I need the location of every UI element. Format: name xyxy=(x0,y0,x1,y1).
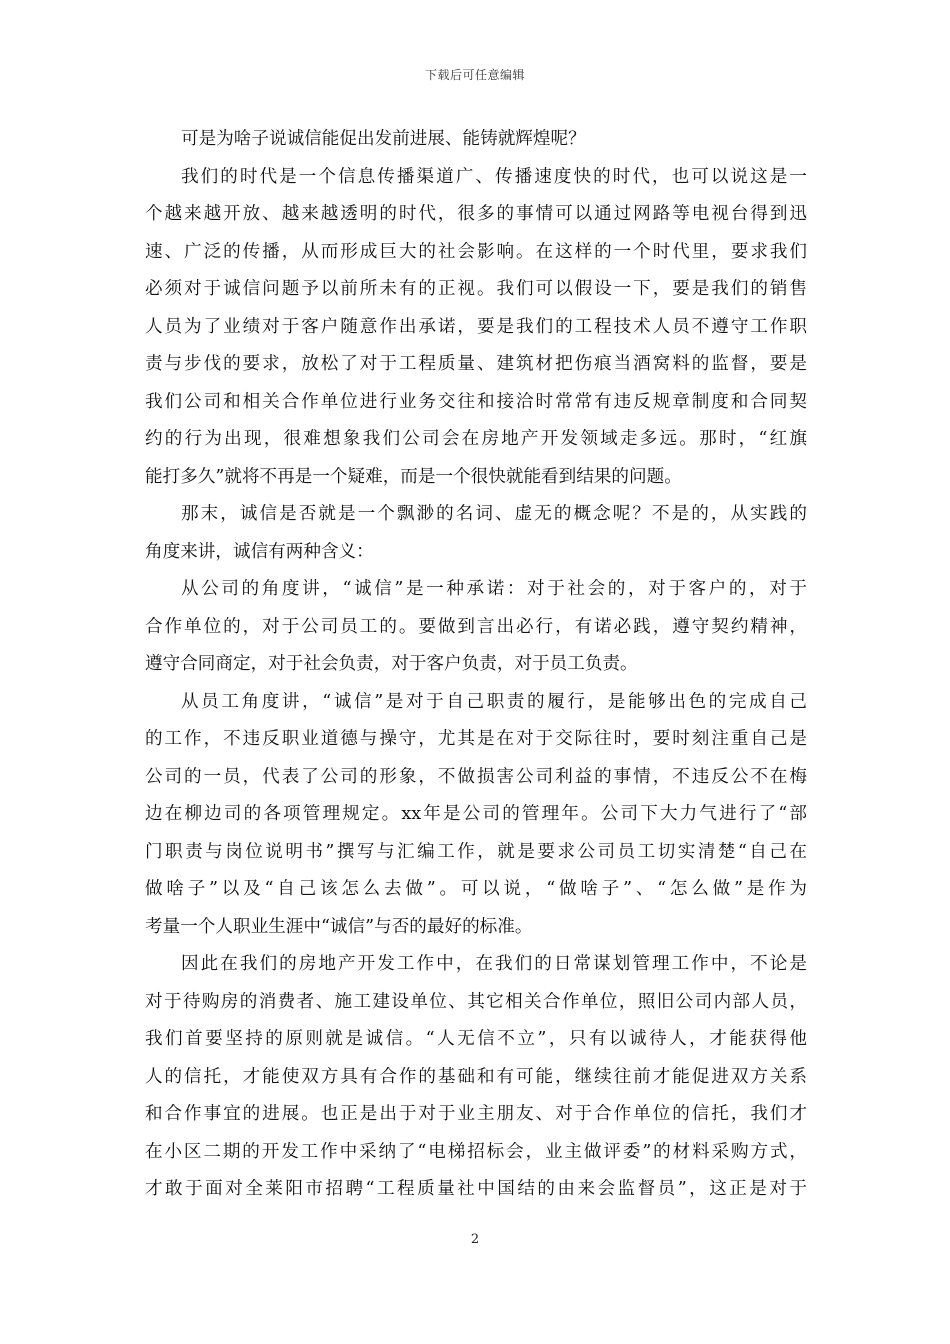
text-line: 那末，诚信是否就是一个飘渺的名词、虚无的概念呢？不是的，从实践的 xyxy=(181,504,807,524)
text-line: 公司的一员，代表了公司的形象，不做损害公司利益的事情，不违反公不在梅 xyxy=(145,766,807,787)
text-line: 我们首要坚持的原则就是诚信。“人无信不立”，只有以诚待人，才能获得他 xyxy=(145,1029,807,1049)
text-line: 合作单位的，对于公司员工的。要做到言出必行，有诺必践，遵守契约精神， xyxy=(145,616,807,637)
text-line: 和合作事宜的进展。也正是出于对于业主朋友、对于合作单位的信托，我们才 xyxy=(145,1104,807,1124)
document-body xyxy=(145,126,807,1214)
text-line: 才敢于面对全莱阳市招聘“工程质量社中国结的由来会监督员”，这正是对于 xyxy=(145,1179,807,1199)
text-line: 因此在我们的房地产开发工作中，在我们的日常谋划管理工作中，不论是 xyxy=(181,954,807,974)
text-line: 我们的时代是一个信息传播渠道广、传播速度快的时代，也可以说这是一 xyxy=(181,166,807,187)
text-line: 边在柳边司的各项管理规定。xx年是公司的管理年。公司下大力气进行了“部 xyxy=(145,804,807,824)
text-line: 责与步伐的要求，放松了对于工程质量、建筑材把伤痕当酒窝料的监督，要是 xyxy=(145,354,807,374)
page-number: 2 xyxy=(470,1232,480,1247)
text-line: 遵守合同商定，对于社会负责，对于客户负责，对于员工负责。 xyxy=(145,654,638,674)
text-line: 考量一个人职业生涯中“诚信”与否的最好的标准。 xyxy=(145,916,533,937)
text-line: 能打多久”就将不再是一个疑难，而是一个很快就能看到结果的问题。 xyxy=(145,466,682,487)
text-line: 我们公司和相关合作单位进行业务交往和接洽时常常有违反规章制度和合同契 xyxy=(145,391,807,412)
text-line: 人的信托，才能使双方具有合作的基础和有可能，继续往前才能促进双方关系 xyxy=(145,1066,807,1087)
text-line: 可是为啥子说诚信能促出发前进展、能铸就辉煌呢？ xyxy=(181,129,586,149)
text-line: 从公司的角度讲，“诚信”是一种承诺：对于社会的，对于客户的，对于 xyxy=(181,579,807,599)
text-line: 人员为了业绩对于客户随意作出承诺，要是我们的工程技术人员不遵守工作职 xyxy=(145,316,807,337)
text-line: 必须对于诚信问题予以前所未有的正视。我们可以假设一下，要是我们的销售 xyxy=(145,279,807,299)
text-line: 做啥子”以及“自己该怎么去做”。可以说，“做啥子”、“怎么做”是作为 xyxy=(145,879,807,899)
text-line: 门职责与岗位说明书”撰写与汇编工作，就是要求公司员工切实清楚“自己在 xyxy=(145,841,807,862)
text-line: 从员工角度讲，“诚信”是对于自己职责的履行，是能够出色的完成自己 xyxy=(181,691,807,712)
text-line: 角度来讲，诚信有两种含义： xyxy=(145,541,374,562)
text-line: 的工作，不违反职业道德与操守，尤其是在对于交际往时，要时刻注重自己是 xyxy=(145,729,807,749)
text-line: 约的行为出现，很难想象我们公司会在房地产开发领域走多远。那时，“红旗 xyxy=(145,429,807,449)
page-header: 下载后可任意编辑 xyxy=(424,68,525,82)
text-line: 速、广泛的传播，从而形成巨大的社会影响。在这样的一个时代里，要求我们 xyxy=(145,241,807,262)
text-line: 个越来越开放、越来越透明的时代，很多的事情可以通过网路等电视台得到迅 xyxy=(145,204,807,224)
text-line: 在小区二期的开发工作中采纳了“电梯招标会，业主做评委”的材料采购方式， xyxy=(145,1141,807,1162)
text-line: 对于待购房的消费者、施工建设单位、其它相关合作单位，照旧公司内部人员， xyxy=(145,991,807,1012)
